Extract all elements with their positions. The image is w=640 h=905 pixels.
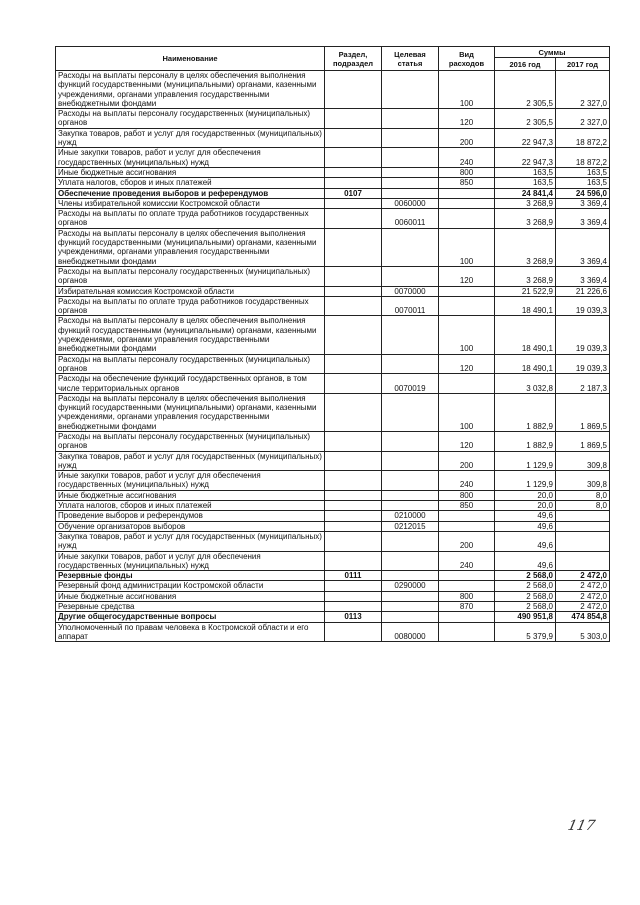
cell-target: [382, 501, 439, 511]
cell-name: Расходы на выплаты персоналу государственных (муниципальных) органов: [56, 431, 325, 451]
cell-2017: 163,5: [556, 167, 610, 177]
cell-2017: 19 039,3: [556, 296, 610, 316]
cell-2016: 22 947,3: [495, 128, 556, 148]
cell-name: Расходы на выплаты персоналу в целях обеспечения выполнения функций государственными (муниципальными) органами, казенными учреждениями, органами управления государственными внебюджетными фондами: [56, 316, 325, 354]
budget-table: [55, 46, 610, 642]
cell-section: [325, 521, 382, 531]
cell-2017: 309,8: [556, 451, 610, 471]
cell-name: Уплата налогов, сборов и иных платежей: [56, 501, 325, 511]
cell-name: Расходы на выплаты персоналу в целях обеспечения выполнения функций государственными (муниципальными) органами, казенными учреждениями, органами управления государственными внебюджетными фондами: [56, 71, 325, 109]
cell-2016: 490 951,8: [495, 612, 556, 622]
cell-target: [382, 188, 439, 198]
cell-section: 0113: [325, 612, 382, 622]
cell-section: [325, 622, 382, 642]
cell-2017: 3 369,4: [556, 198, 610, 208]
cell-2016: 2 305,5: [495, 109, 556, 129]
cell-target: 0060011: [382, 209, 439, 229]
table-row: [56, 109, 610, 129]
cell-2017: [556, 521, 610, 531]
cell-name: Расходы на выплаты по оплате труда работников государственных органов: [56, 209, 325, 229]
table-row: [56, 148, 610, 168]
table-row: [56, 581, 610, 591]
cell-name: Иные закупки товаров, работ и услуг для обеспечения государственных (муниципальных) нужд: [56, 471, 325, 491]
cell-section: [325, 591, 382, 601]
table-row: [56, 354, 610, 374]
cell-section: [325, 209, 382, 229]
cell-2017: 309,8: [556, 471, 610, 491]
table-row: [56, 393, 610, 431]
header-name: Наименование: [56, 47, 325, 71]
table-row: [56, 591, 610, 601]
table-row: [56, 490, 610, 500]
cell-2016: 2 568,0: [495, 581, 556, 591]
cell-2017: 2 327,0: [556, 109, 610, 129]
table-row: [56, 531, 610, 551]
cell-2016: 3 268,9: [495, 198, 556, 208]
cell-2016: 20,0: [495, 490, 556, 500]
cell-section: [325, 148, 382, 168]
cell-name: Закупка товаров, работ и услуг для государственных (муниципальных) нужд: [56, 128, 325, 148]
cell-section: [325, 393, 382, 431]
cell-2016: 24 841,4: [495, 188, 556, 198]
cell-name: Другие общегосударственные вопросы: [56, 612, 325, 622]
cell-2017: 3 369,4: [556, 209, 610, 229]
cell-2016: 49,6: [495, 521, 556, 531]
cell-section: [325, 296, 382, 316]
cell-section: [325, 551, 382, 571]
cell-2017: 474 854,8: [556, 612, 610, 622]
cell-2016: 5 379,9: [495, 622, 556, 642]
cell-target: 0212015: [382, 521, 439, 531]
cell-2017: 3 369,4: [556, 266, 610, 286]
cell-2017: 21 226,6: [556, 286, 610, 296]
cell-section: [325, 128, 382, 148]
cell-name: Проведение выборов и референдумов: [56, 511, 325, 521]
table-row: [56, 178, 610, 188]
table-row: [56, 511, 610, 521]
cell-type: 240: [439, 471, 495, 491]
cell-2016: 18 490,1: [495, 354, 556, 374]
cell-type: 120: [439, 354, 495, 374]
cell-2016: 18 490,1: [495, 316, 556, 354]
cell-type: [439, 198, 495, 208]
cell-2017: 5 303,0: [556, 622, 610, 642]
cell-name: Резервные фонды: [56, 571, 325, 581]
cell-2016: 1 882,9: [495, 393, 556, 431]
cell-2017: 1 869,5: [556, 393, 610, 431]
cell-2016: 20,0: [495, 501, 556, 511]
cell-target: 0080000: [382, 622, 439, 642]
cell-name: Иные закупки товаров, работ и услуг для обеспечения государственных (муниципальных) нужд: [56, 148, 325, 168]
cell-type: 100: [439, 71, 495, 109]
cell-section: [325, 511, 382, 521]
cell-2017: [556, 551, 610, 571]
cell-section: [325, 501, 382, 511]
cell-target: [382, 128, 439, 148]
cell-type: 240: [439, 148, 495, 168]
cell-type: [439, 521, 495, 531]
cell-name: Расходы на выплаты по оплате труда работников государственных органов: [56, 296, 325, 316]
table-row: [56, 128, 610, 148]
cell-2016: 49,6: [495, 511, 556, 521]
cell-2017: 2 472,0: [556, 591, 610, 601]
cell-section: [325, 531, 382, 551]
cell-type: 800: [439, 591, 495, 601]
cell-section: [325, 451, 382, 471]
cell-section: [325, 316, 382, 354]
cell-type: 850: [439, 501, 495, 511]
cell-type: 120: [439, 109, 495, 129]
cell-name: Иные бюджетные ассигнования: [56, 490, 325, 500]
cell-2017: 24 596,0: [556, 188, 610, 198]
cell-2017: 2 472,0: [556, 602, 610, 612]
cell-section: [325, 178, 382, 188]
cell-2017: [556, 531, 610, 551]
cell-type: 100: [439, 393, 495, 431]
cell-section: [325, 581, 382, 591]
table-row: [56, 71, 610, 109]
cell-name: Иные бюджетные ассигнования: [56, 591, 325, 601]
cell-2017: 8,0: [556, 501, 610, 511]
table-row: [56, 286, 610, 296]
cell-2017: 2 472,0: [556, 571, 610, 581]
table-row: [56, 228, 610, 266]
header-section: Раздел, подраздел: [325, 47, 382, 71]
cell-target: [382, 354, 439, 374]
table-row: [56, 451, 610, 471]
cell-section: [325, 354, 382, 374]
cell-2016: 1 129,9: [495, 451, 556, 471]
cell-2016: 3 268,9: [495, 228, 556, 266]
cell-name: Обучение организаторов выборов: [56, 521, 325, 531]
cell-2016: 163,5: [495, 167, 556, 177]
cell-name: Уплата налогов, сборов и иных платежей: [56, 178, 325, 188]
table-row: [56, 431, 610, 451]
cell-target: [382, 71, 439, 109]
cell-type: 100: [439, 228, 495, 266]
cell-2016: 3 268,9: [495, 266, 556, 286]
cell-2017: 19 039,3: [556, 316, 610, 354]
cell-2016: 18 490,1: [495, 296, 556, 316]
cell-target: [382, 471, 439, 491]
cell-target: 0070019: [382, 374, 439, 394]
header-year-2016: 2016 год: [495, 58, 556, 71]
cell-name: Избирательная комиссия Костромской области: [56, 286, 325, 296]
cell-target: [382, 551, 439, 571]
cell-target: [382, 148, 439, 168]
cell-target: [382, 109, 439, 129]
cell-2017: 2 187,3: [556, 374, 610, 394]
cell-2017: 19 039,3: [556, 354, 610, 374]
header-year-2017: 2017 год: [556, 58, 610, 71]
cell-2016: 1 882,9: [495, 431, 556, 451]
cell-type: 850: [439, 178, 495, 188]
cell-type: 200: [439, 451, 495, 471]
cell-target: [382, 167, 439, 177]
table-row: [56, 296, 610, 316]
cell-section: [325, 109, 382, 129]
cell-name: Расходы на выплаты персоналу государственных (муниципальных) органов: [56, 354, 325, 374]
cell-2017: 18 872,2: [556, 128, 610, 148]
cell-2016: 3 032,8: [495, 374, 556, 394]
cell-section: [325, 374, 382, 394]
cell-type: 120: [439, 431, 495, 451]
cell-name: Расходы на выплаты персоналу государственных (муниципальных) органов: [56, 109, 325, 129]
header-type: Вид расходов: [439, 47, 495, 71]
cell-2017: 2 472,0: [556, 581, 610, 591]
table-row: [56, 602, 610, 612]
cell-2016: 2 568,0: [495, 591, 556, 601]
cell-target: [382, 393, 439, 431]
cell-target: [382, 612, 439, 622]
cell-type: [439, 209, 495, 229]
cell-type: [439, 188, 495, 198]
cell-target: 0210000: [382, 511, 439, 521]
cell-2016: 49,6: [495, 531, 556, 551]
table-row: [56, 266, 610, 286]
table-row: [56, 167, 610, 177]
cell-section: [325, 198, 382, 208]
table-row: [56, 612, 610, 622]
cell-target: 0070011: [382, 296, 439, 316]
cell-type: 120: [439, 266, 495, 286]
table-row: [56, 521, 610, 531]
cell-type: [439, 296, 495, 316]
table-row: [56, 471, 610, 491]
cell-target: [382, 266, 439, 286]
cell-target: [382, 531, 439, 551]
cell-2017: 2 327,0: [556, 71, 610, 109]
cell-section: [325, 71, 382, 109]
cell-target: 0060000: [382, 198, 439, 208]
cell-2016: 21 522,9: [495, 286, 556, 296]
cell-type: 800: [439, 490, 495, 500]
table-row: [56, 198, 610, 208]
cell-type: 870: [439, 602, 495, 612]
table-row: [56, 551, 610, 571]
cell-type: 240: [439, 551, 495, 571]
cell-target: [382, 591, 439, 601]
cell-target: [382, 178, 439, 188]
cell-name: Закупка товаров, работ и услуг для государственных (муниципальных) нужд: [56, 451, 325, 471]
header-row: [56, 47, 610, 58]
cell-2017: 8,0: [556, 490, 610, 500]
cell-type: 100: [439, 316, 495, 354]
cell-target: 0070000: [382, 286, 439, 296]
cell-2016: 163,5: [495, 178, 556, 188]
cell-type: 200: [439, 128, 495, 148]
cell-type: [439, 286, 495, 296]
page-number: 117: [566, 818, 597, 834]
cell-section: [325, 431, 382, 451]
cell-section: [325, 471, 382, 491]
cell-section: [325, 266, 382, 286]
cell-name: Уполномоченный по правам человека в Костромской области и его аппарат: [56, 622, 325, 642]
cell-type: [439, 374, 495, 394]
table-row: [56, 374, 610, 394]
table-row: [56, 501, 610, 511]
cell-name: Обеспечение проведения выборов и референдумов: [56, 188, 325, 198]
cell-name: Расходы на выплаты персоналу в целях обеспечения выполнения функций государственными (муниципальными) органами, казенными учреждениями, органами управления государственными внебюджетными фондами: [56, 393, 325, 431]
cell-2017: 3 369,4: [556, 228, 610, 266]
table-row: [56, 571, 610, 581]
cell-2016: 2 568,0: [495, 571, 556, 581]
cell-type: [439, 511, 495, 521]
cell-section: [325, 602, 382, 612]
cell-name: Иные закупки товаров, работ и услуг для обеспечения государственных (муниципальных) нужд: [56, 551, 325, 571]
cell-section: 0111: [325, 571, 382, 581]
cell-type: 800: [439, 167, 495, 177]
table-row: [56, 188, 610, 198]
cell-type: [439, 581, 495, 591]
cell-target: [382, 490, 439, 500]
cell-name: Закупка товаров, работ и услуг для государственных (муниципальных) нужд: [56, 531, 325, 551]
cell-section: 0107: [325, 188, 382, 198]
cell-target: [382, 316, 439, 354]
cell-2016: 2 568,0: [495, 602, 556, 612]
table-body: [56, 71, 610, 642]
cell-name: Расходы на выплаты персоналу государственных (муниципальных) органов: [56, 266, 325, 286]
cell-2016: 22 947,3: [495, 148, 556, 168]
cell-section: [325, 286, 382, 296]
cell-target: [382, 451, 439, 471]
cell-2016: 3 268,9: [495, 209, 556, 229]
cell-type: [439, 612, 495, 622]
cell-target: [382, 431, 439, 451]
cell-section: [325, 228, 382, 266]
cell-2017: 1 869,5: [556, 431, 610, 451]
cell-section: [325, 490, 382, 500]
cell-2016: 1 129,9: [495, 471, 556, 491]
cell-type: [439, 622, 495, 642]
cell-type: 200: [439, 531, 495, 551]
cell-type: [439, 571, 495, 581]
cell-2016: 2 305,5: [495, 71, 556, 109]
cell-target: [382, 571, 439, 581]
cell-name: Резервные средства: [56, 602, 325, 612]
cell-target: [382, 602, 439, 612]
cell-2017: 18 872,2: [556, 148, 610, 168]
cell-name: Иные бюджетные ассигнования: [56, 167, 325, 177]
header-target: Целевая статья: [382, 47, 439, 71]
cell-2017: 163,5: [556, 178, 610, 188]
cell-target: [382, 228, 439, 266]
table-row: [56, 316, 610, 354]
cell-name: Члены избирательной комиссии Костромской области: [56, 198, 325, 208]
cell-name: Расходы на обеспечение функций государственных органов, в том числе территориальных органов: [56, 374, 325, 394]
cell-name: Расходы на выплаты персоналу в целях обеспечения выполнения функций государственными (муниципальными) органами, казенными учреждениями, органами управления государственными внебюджетными фондами: [56, 228, 325, 266]
cell-2016: 49,6: [495, 551, 556, 571]
cell-2017: [556, 511, 610, 521]
header-sums: Суммы: [495, 47, 610, 58]
table-row: [56, 209, 610, 229]
table-row: [56, 622, 610, 642]
cell-target: 0290000: [382, 581, 439, 591]
cell-section: [325, 167, 382, 177]
cell-name: Резервный фонд администрации Костромской области: [56, 581, 325, 591]
